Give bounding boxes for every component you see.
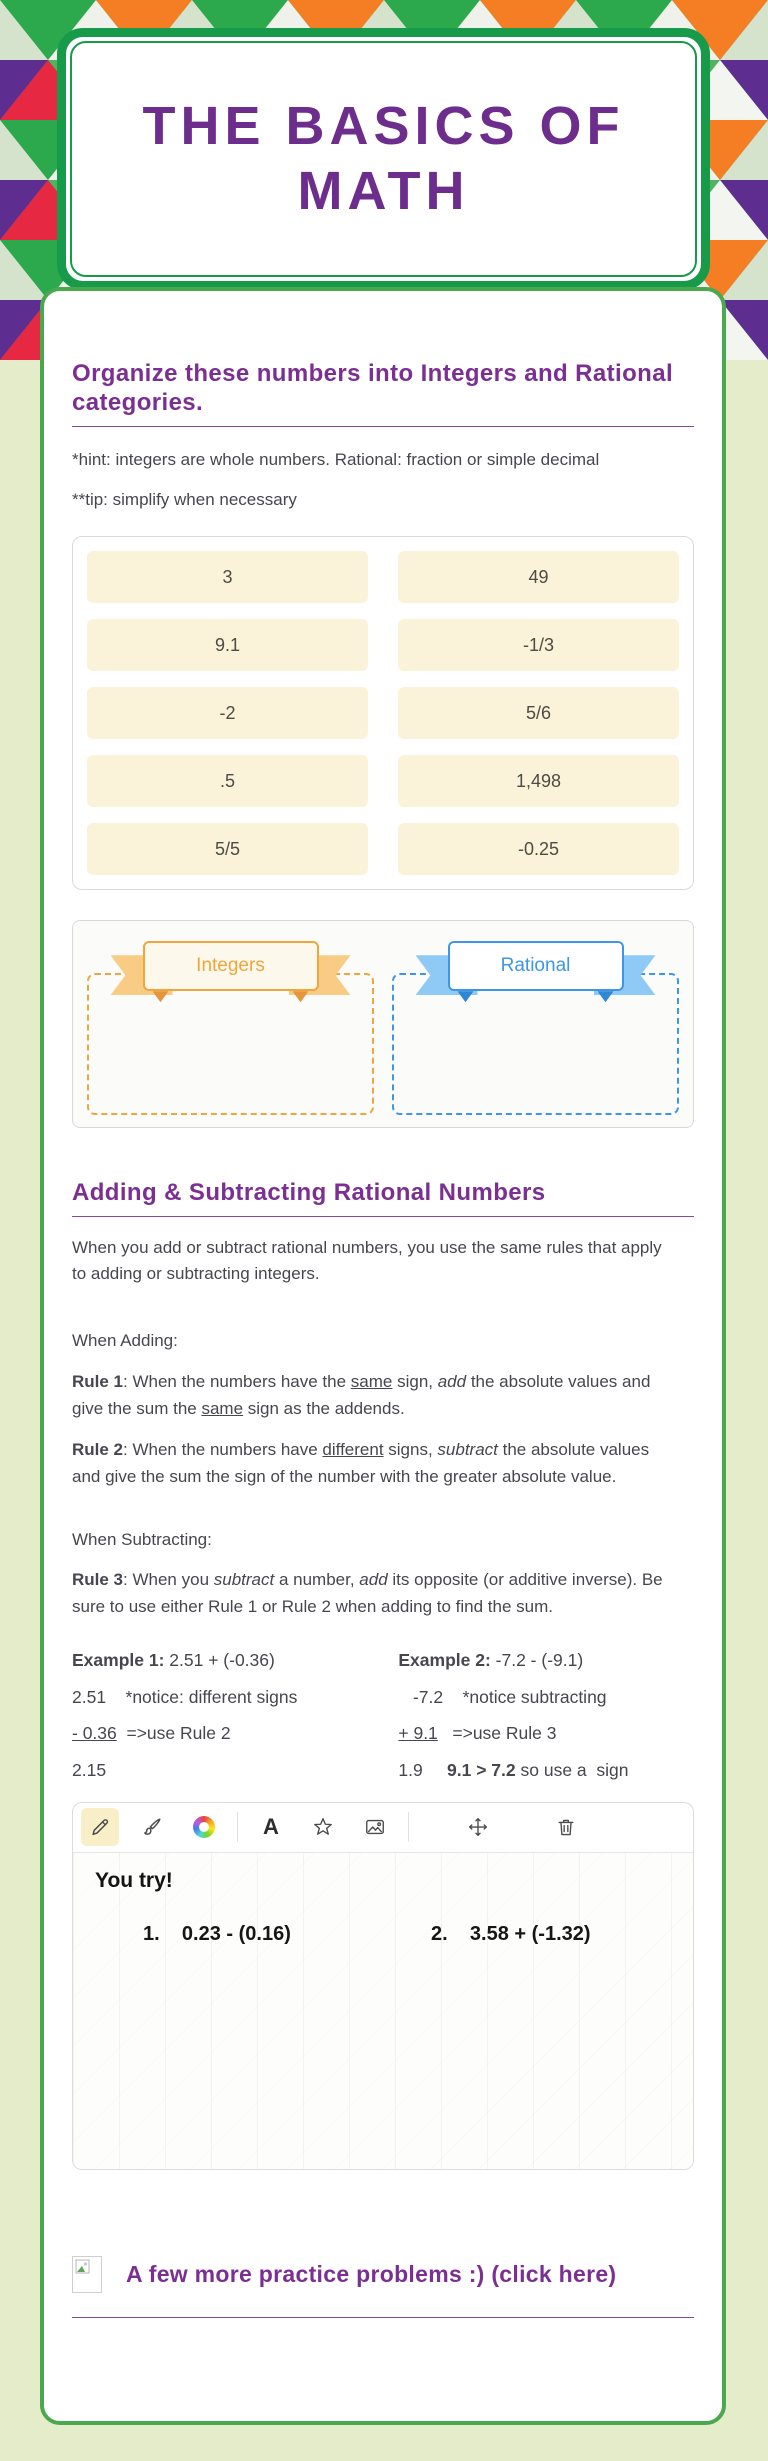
pencil-icon <box>89 1816 111 1838</box>
number-tile[interactable]: 49 <box>398 551 679 603</box>
move-icon <box>467 1816 489 1838</box>
number-tile[interactable]: 9.1 <box>87 619 368 671</box>
color-picker-button[interactable] <box>185 1808 223 1846</box>
section-divider <box>72 426 694 427</box>
drawing-canvas[interactable] <box>73 1853 693 2169</box>
number-tile-bank <box>72 536 694 890</box>
example-2-line: -7.2 *notice subtracting <box>398 1686 607 1707</box>
move-tool-button[interactable] <box>459 1808 497 1846</box>
number-tile[interactable]: 5/6 <box>398 687 679 739</box>
rule-1-text: Rule 1: When the numbers have the same sign, add the absolute values and give the sum the same sign as the addends. <box>72 1372 651 1418</box>
rule-3-text: Rule 3: When you subtract a number, add its opposite (or additive inverse). Be sure to use either Rule 1 or Rule 2 when adding to find the sum. <box>72 1570 663 1617</box>
page-title-line-2: MATH <box>297 161 470 221</box>
number-tile[interactable]: 1,498 <box>398 755 679 807</box>
worksheet-card <box>40 287 726 2425</box>
broken-image-placeholder <box>72 2256 102 2293</box>
example-2-line: + 9.1 =>use Rule 3 <box>398 1723 557 1744</box>
example-2-line: Example 2: -7.2 - (-9.1) <box>398 1650 584 1671</box>
hint-text: *hint: integers are whole numbers. Rational: fraction or simple decimal <box>72 449 600 469</box>
when-subtracting-label: When Subtracting: <box>72 1529 212 1549</box>
drawing-toolbar <box>73 1803 693 1853</box>
toolbar-divider <box>408 1812 409 1842</box>
rational-drop-zone[interactable] <box>392 955 679 1115</box>
canvas-prompt: You try! <box>95 1868 173 1892</box>
toolbar-divider <box>237 1812 238 1842</box>
lesson-intro: When you add or subtract rational numbers, you use the same rules that apply to adding or subtracting integers. <box>72 1237 662 1284</box>
insert-image-button[interactable] <box>356 1808 394 1846</box>
ribbon-fold-left <box>153 991 169 1002</box>
example-1-line: 2.51 *notice: different signs <box>72 1686 298 1707</box>
number-tile[interactable]: -1/3 <box>398 619 679 671</box>
example-2-column <box>398 1649 694 1796</box>
page-title-line-1: THE BASICS OF <box>142 96 625 157</box>
number-tile[interactable]: .5 <box>87 755 368 807</box>
trash-icon <box>555 1816 577 1838</box>
number-tile[interactable]: 5/5 <box>87 823 368 875</box>
example-1-line: Example 1: 2.51 + (-0.36) <box>72 1650 275 1671</box>
brush-tool-button[interactable] <box>133 1808 171 1846</box>
number-tile[interactable]: -2 <box>87 687 368 739</box>
delete-tool-button[interactable] <box>547 1808 585 1846</box>
footer-divider <box>72 2317 694 2318</box>
ribbon-fold-right <box>598 991 614 1002</box>
sort-section-heading: Organize these numbers into Integers and Rational categories. <box>72 360 674 417</box>
example-1-line: - 0.36 =>use Rule 2 <box>72 1723 231 1744</box>
practice-problem-2: 2. 3.58 + (-1.32) <box>431 1922 591 1945</box>
integers-drop-zone[interactable] <box>87 955 374 1115</box>
header-card <box>57 28 710 290</box>
ribbon-fold-left <box>458 991 474 1002</box>
number-tile[interactable]: -0.25 <box>398 823 679 875</box>
image-icon <box>364 1816 386 1838</box>
integers-banner <box>111 941 351 1003</box>
broken-image-icon <box>75 2259 91 2275</box>
rule-2-text: Rule 2: When the numbers have different signs, subtract the absolute values and give the sum the sign of the number with the greater absolute value. <box>72 1439 650 1486</box>
rational-banner <box>416 941 656 1003</box>
pencil-tool-button[interactable] <box>81 1808 119 1846</box>
ribbon-fold-right <box>293 991 309 1002</box>
color-wheel-icon <box>193 1816 215 1838</box>
footer-link-row <box>72 2256 694 2293</box>
section-divider <box>72 1216 694 1217</box>
lesson-section-heading: Adding & Subtracting Rational Numbers <box>72 1179 546 1207</box>
integers-banner-label: Integers <box>143 941 319 991</box>
star-icon <box>312 1816 334 1838</box>
rational-banner-label: Rational <box>448 941 624 991</box>
brush-icon <box>141 1816 163 1838</box>
header-inner-frame <box>70 41 697 277</box>
text-tool-icon: A <box>263 1814 279 1840</box>
text-tool-button[interactable] <box>252 1808 290 1846</box>
when-adding-label: When Adding: <box>72 1331 178 1351</box>
tip-text: **tip: simplify when necessary <box>72 490 297 510</box>
worked-examples <box>72 1649 694 1796</box>
example-2-line: 1.9 9.1 > 7.2 so use a sign <box>398 1759 629 1780</box>
number-tile[interactable]: 3 <box>87 551 368 603</box>
example-1-line: 2.15 <box>72 1759 107 1780</box>
shape-tool-button[interactable] <box>304 1808 342 1846</box>
category-drop-area <box>72 920 694 1128</box>
practice-problem-1: 1. 0.23 - (0.16) <box>143 1922 291 1945</box>
drawing-widget <box>72 1802 694 2170</box>
practice-problems-link[interactable]: A few more practice problems :) (click here) <box>126 2260 617 2287</box>
example-1-column <box>72 1649 382 1796</box>
